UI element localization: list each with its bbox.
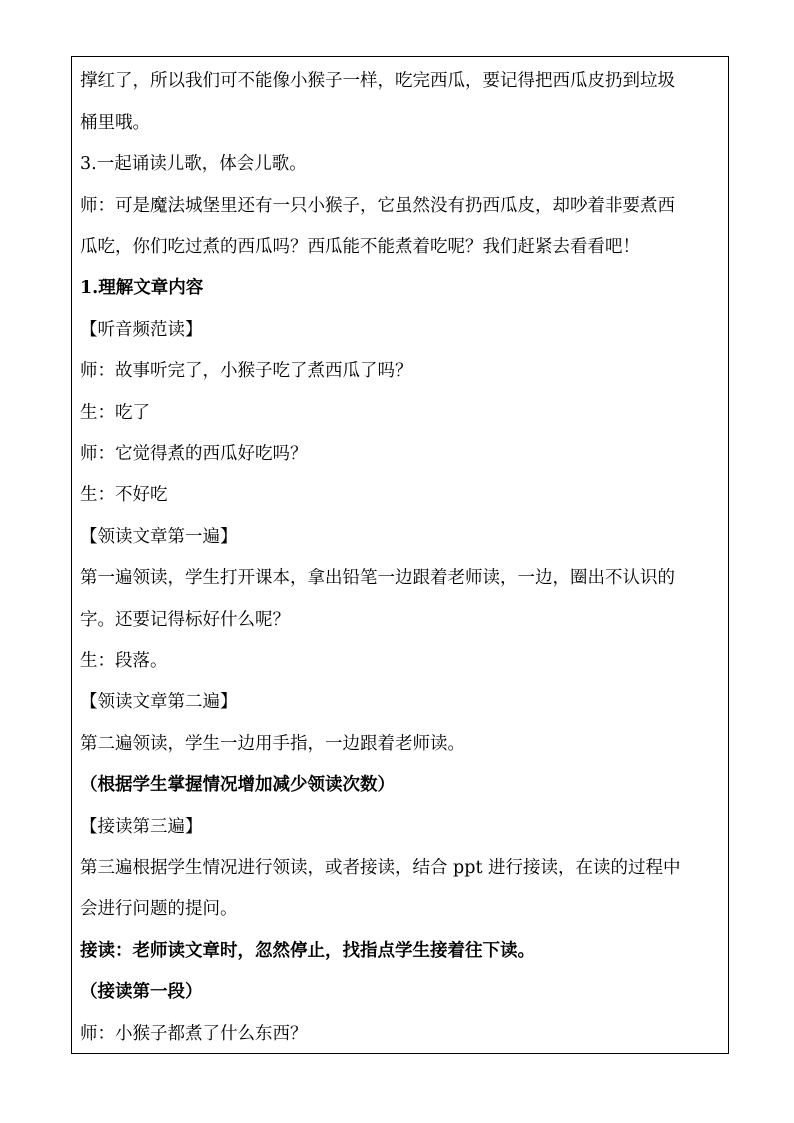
bold-note: （接读第一段）: [80, 982, 203, 1002]
text-line: 瓜吃，你们吃过煮的西瓜吗？西瓜能不能煮着吃呢？我们赶紧去看看吧！: [80, 237, 640, 257]
text-line: 撑红了，所以我们可不能像小猴子一样，吃完西瓜，要记得把西瓜皮扔到垃圾: [80, 71, 675, 91]
text-line: 3.一起诵读儿歌，体会儿歌。: [80, 154, 307, 174]
text-line: 第二遍领读，学生一边用手指，一边跟着老师读。: [80, 734, 465, 754]
bold-note: 接读：老师读文章时，忽然停止，找指点学生接着往下读。: [80, 941, 535, 961]
text-line: 第一遍领读，学生打开课本，拿出铅笔一边跟着老师读，一边，圈出不认识的: [80, 568, 675, 588]
text-line: 生：不好吃: [80, 485, 168, 505]
text-line: 【听音频范读】: [80, 320, 203, 340]
text-line: 【领读文章第二遍】: [80, 692, 238, 712]
text-line: 师：可是魔法城堡里还有一只小猴子，它虽然没有扔西瓜皮，却吵着非要煮西: [80, 196, 675, 216]
table-cell-frame: [71, 56, 729, 1054]
text-line: 师：小猴子都煮了什么东西？: [80, 1024, 308, 1044]
text-line: 字。还要记得标好什么呢？: [80, 610, 290, 630]
text-line: 师：故事听完了，小猴子吃了煮西瓜了吗？: [80, 361, 413, 381]
text-line: 生：段落。: [80, 651, 168, 671]
section-heading: 1.理解文章内容: [80, 278, 204, 298]
text-line: 第三遍根据学生情况进行领读，或者接读，结合 ppt 进行接读，在读的过程中: [80, 858, 681, 878]
text-line: 桶里哦。: [80, 113, 150, 133]
bold-note: （根据学生掌握情况增加减少领读次数）: [80, 775, 395, 795]
text-line: 师：它觉得煮的西瓜好吃吗？: [80, 444, 308, 464]
text-line: 会进行问题的提问。: [80, 899, 238, 919]
text-line: 生：吃了: [80, 403, 150, 423]
text-line: 【领读文章第一遍】: [80, 527, 238, 547]
text-line: 【接读第三遍】: [80, 817, 203, 837]
